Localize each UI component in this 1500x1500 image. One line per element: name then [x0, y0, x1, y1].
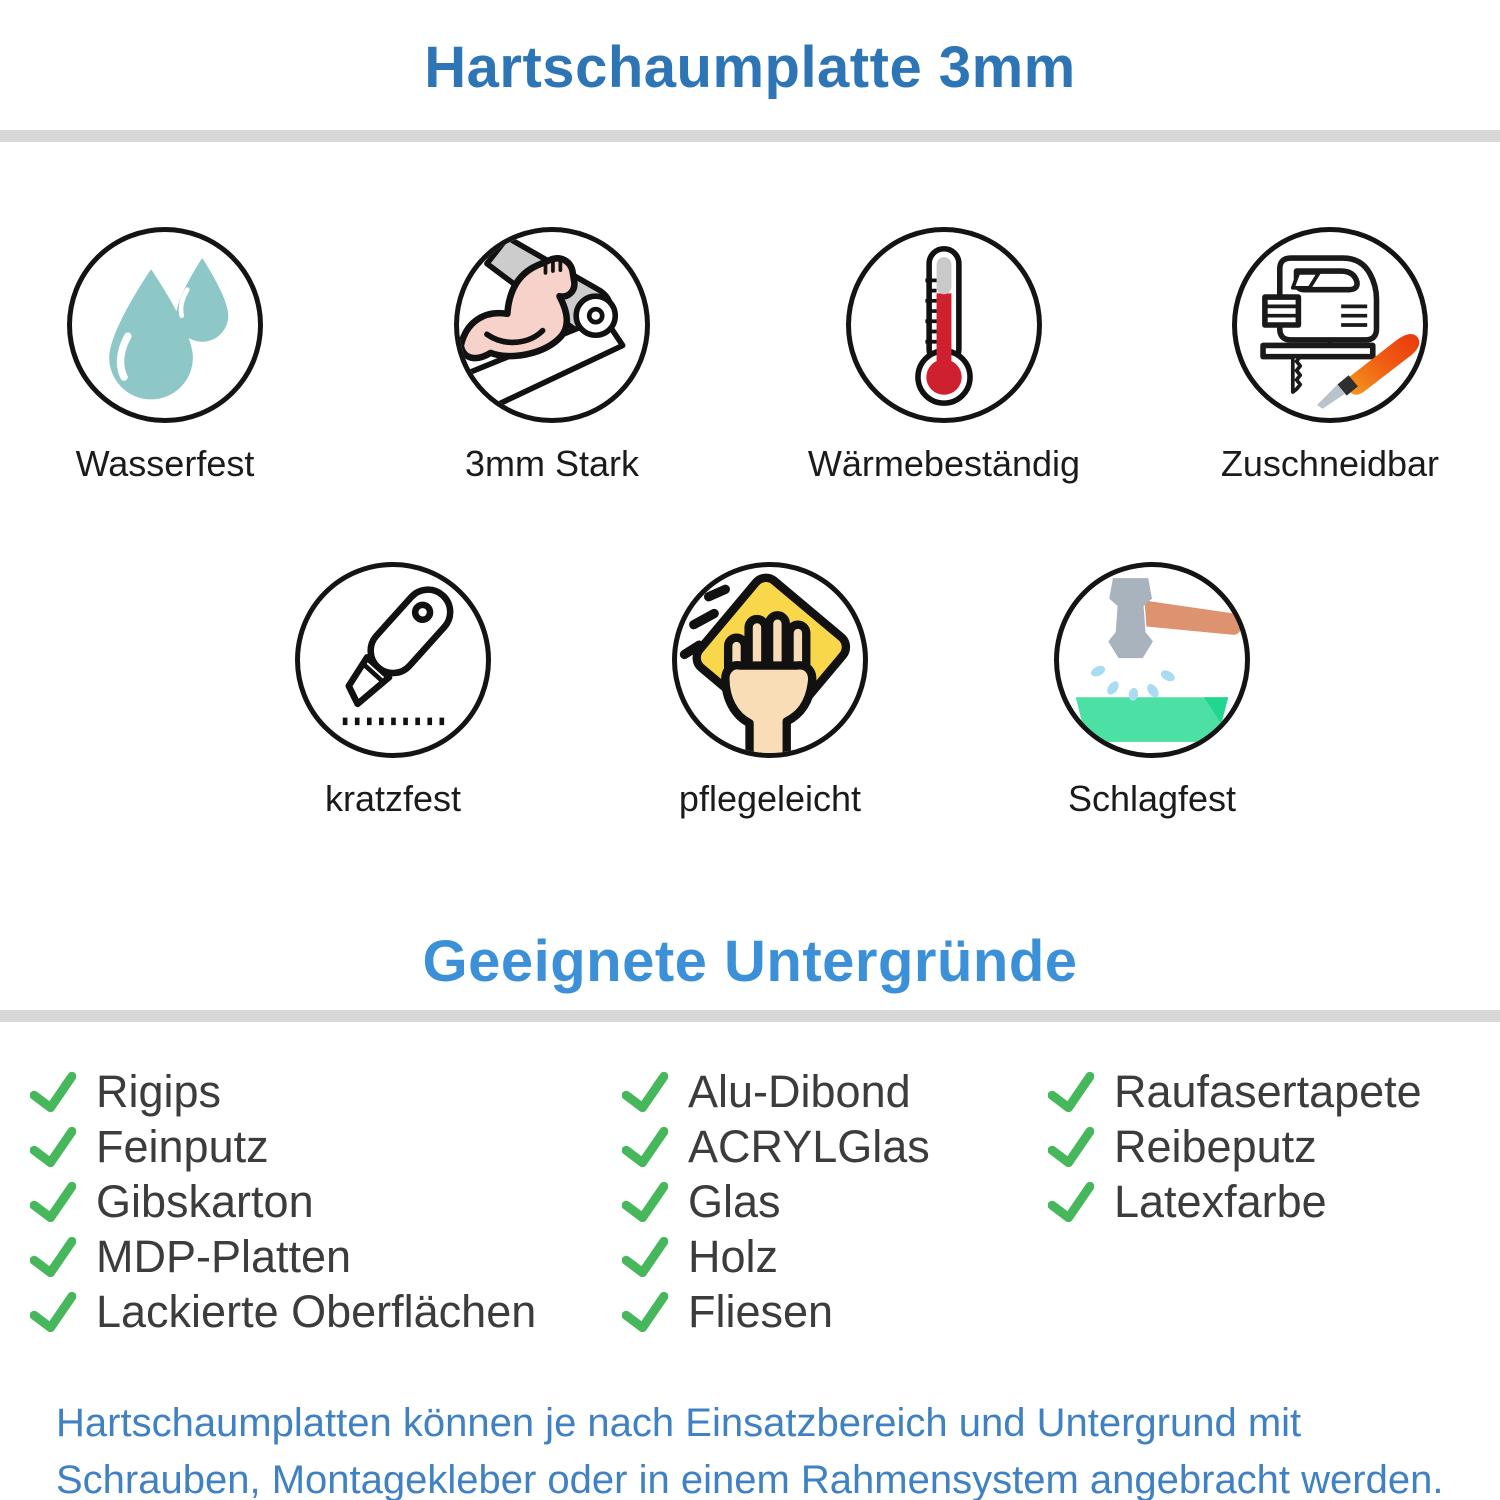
- feature-circle-zuschneidbar: [1232, 227, 1428, 423]
- list-item-label: Lackierte Oberflächen: [96, 1286, 537, 1337]
- feature-circle-pflegeleicht: [672, 562, 868, 758]
- check-icon: [30, 1127, 76, 1167]
- feature-label-3mm-stark: 3mm Stark: [464, 443, 640, 484]
- check-icon: [1048, 1072, 1094, 1112]
- list-item: [1048, 1120, 1317, 1174]
- list-item: [622, 1285, 833, 1339]
- list-item: [1048, 1065, 1422, 1119]
- thermometer-icon: [851, 232, 1037, 418]
- list-item: [622, 1065, 911, 1119]
- check-icon: [30, 1182, 76, 1222]
- list-item: [622, 1120, 930, 1174]
- divider-bar: [0, 1010, 1500, 1022]
- check-icon: [1048, 1182, 1094, 1222]
- feature-label-pflegeleicht: pflegeleicht: [678, 778, 862, 819]
- feature-label-wasserfest: Wasserfest: [75, 443, 255, 484]
- water-drops-icon: [72, 232, 258, 418]
- footer-note: [56, 1395, 1456, 1500]
- list-item: [30, 1065, 221, 1119]
- list-item-label: Holz: [688, 1231, 779, 1282]
- feature-circle-kratzfest: [295, 562, 491, 758]
- feature-circle-waermebestaendig: [846, 227, 1042, 423]
- list-item-label: Glas: [688, 1176, 781, 1227]
- list-item-label: Feinputz: [96, 1121, 269, 1172]
- page-title: Hartschaumplatte 3mm: [424, 35, 1076, 100]
- jigsaw-icon: [1237, 232, 1423, 418]
- feature-circle-wasserfest: [67, 227, 263, 423]
- list-item: [30, 1230, 351, 1284]
- feature-circle-3mm-stark: [454, 227, 650, 423]
- strong-arm-icon: [459, 232, 645, 418]
- feature-label-waermebestaendig: Wärmebeständig: [807, 443, 1081, 484]
- list-item: [30, 1285, 536, 1339]
- cleaning-hand-icon: [677, 567, 863, 753]
- check-icon: [622, 1127, 668, 1167]
- check-icon: [622, 1237, 668, 1277]
- list-item: [30, 1175, 314, 1229]
- list-item: [30, 1120, 269, 1174]
- list-item-label: Alu-Dibond: [688, 1066, 911, 1117]
- list-item: [622, 1175, 781, 1229]
- list-item: [1048, 1175, 1327, 1229]
- check-icon: [622, 1072, 668, 1112]
- feature-label-zuschneidbar: Zuschneidbar: [1220, 443, 1440, 484]
- check-icon: [30, 1072, 76, 1112]
- check-icon: [30, 1292, 76, 1332]
- list-item-label: Gibskarton: [96, 1176, 314, 1227]
- list-item-label: Raufasertapete: [1114, 1066, 1422, 1117]
- list-item-label: ACRYLGlas: [688, 1121, 930, 1172]
- feature-label-kratzfest: kratzfest: [324, 778, 462, 819]
- footer-note-line2: Schrauben, Montagekleber oder in einem Rahmensystem angebracht werden.: [56, 1458, 1444, 1500]
- check-icon: [622, 1292, 668, 1332]
- feature-label-schlagfest: Schlagfest: [1067, 778, 1237, 819]
- list-item-label: Reibeputz: [1114, 1121, 1317, 1172]
- hammer-icon: [1059, 567, 1245, 753]
- check-icon: [30, 1237, 76, 1277]
- list-item-label: Fliesen: [688, 1286, 834, 1337]
- footer-note-line1: Hartschaumplatten können je nach Einsatzbereich und Untergrund mit: [56, 1401, 1302, 1445]
- utility-knife-icon: [300, 567, 486, 753]
- check-icon: [1048, 1127, 1094, 1167]
- list-item-label: Latexfarbe: [1114, 1176, 1327, 1227]
- list-item-label: Rigips: [96, 1066, 222, 1117]
- list-item: [622, 1230, 778, 1284]
- section-title-untergruende: Geeignete Untergründe: [422, 929, 1078, 994]
- check-icon: [622, 1182, 668, 1222]
- divider-bar: [0, 130, 1500, 142]
- list-item-label: MDP-Platten: [96, 1231, 352, 1282]
- feature-circle-schlagfest: [1054, 562, 1250, 758]
